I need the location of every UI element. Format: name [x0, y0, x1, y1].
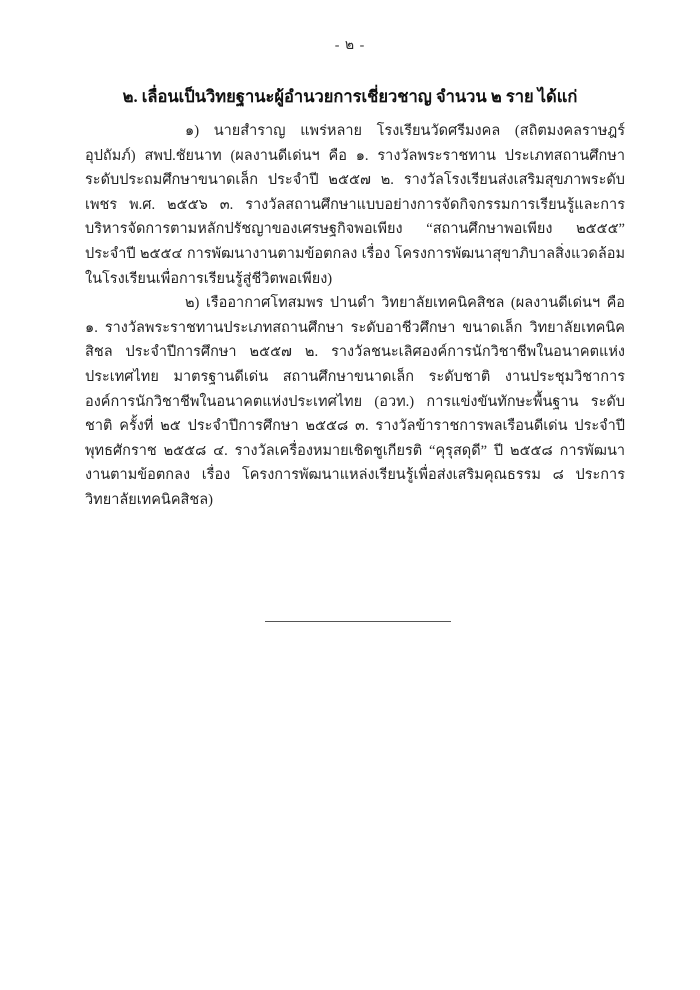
paragraph-person-2: ๒) เรืออากาศโทสมพร ปานดำ วิทยาลัยเทคนิคสิชล (ผลงานดีเด่นฯ คือ ๑. รางวัลพระราชทานประเภทสถานศึกษา ระดับอาชีวศึกษา ขนาดเล็ก วิทยาลัยเทคนิคสิชล ประจำปีการศึกษา ๒๕๕๗ ๒. รางวัลชนะเลิศองค์การนักวิชาชีพในอนาคตแห่งประเทศไทย มาตรฐานดีเด่น สถานศึกษาขนาดเล็ก ระดับชาติ งานประชุมวิชาการองค์การนักวิชาชีพในอนาคตแห่งประเทศไทย (อวท.) การแข่งขันทักษะพื้นฐาน ระดับชาติ ครั้งที่ ๒๕ ประจำปีการศึกษา ๒๕๕๘ ๓. รางวัลข้าราชการพลเรือนดีเด่น ประจำปีพุทธศักราช ๒๕๕๘ ๔. รางวัลเครื่องหมายเชิดชูเกียรติ “คุรุสดุดี” ปี ๒๕๕๘ การพัฒนางานตามข้อตกลง เรื่อง โครงการพัฒนาแหล่งเรียนรู้เพื่อส่งเสริมคุณธรรม ๘ ประการ วิทยาลัยเทคนิคสิชล): [85, 295, 625, 508]
page-number: - ๒ -: [334, 38, 366, 53]
document-body: [85, 119, 625, 513]
section-heading: ๒. เลื่อนเป็นวิทยฐานะผู้อำนวยการเชี่ยวชาญ จำนวน ๒ ราย ได้แก่: [122, 87, 578, 106]
end-of-document-divider: [265, 621, 451, 622]
paragraph-person-1: ๑) นายสำราญ แพร่หลาย โรงเรียนวัดศรีมงคล (สถิตมงคลราษฎร์อุปถัมภ์) สพป.ชัยนาท (ผลงานดีเด่นฯ คือ ๑. รางวัลพระราชทาน ประเภทสถานศึกษา ระดับประถมศึกษาขนาดเล็ก ประจำปี ๒๕๕๗ ๒. รางวัลโรงเรียนส่งเสริมสุขภาพระดับเพชร พ.ศ. ๒๕๕๖ ๓. รางวัลสถานศึกษาแบบอย่างการจัดกิจกรรมการเรียนรู้และการบริหารจัดการตามหลักปรัชญาของเศรษฐกิจพอเพียง “สถานศึกษาพอเพียง ๒๕๕๕” ประจำปี ๒๕๕๔ การพัฒนางานตามข้อตกลง เรื่อง โครงการพัฒนาสุขาภิบาลสิ่งแวดล้อมในโรงเรียนเพื่อการเรียนรู้สู่ชีวิตพอเพียง): [85, 123, 625, 287]
